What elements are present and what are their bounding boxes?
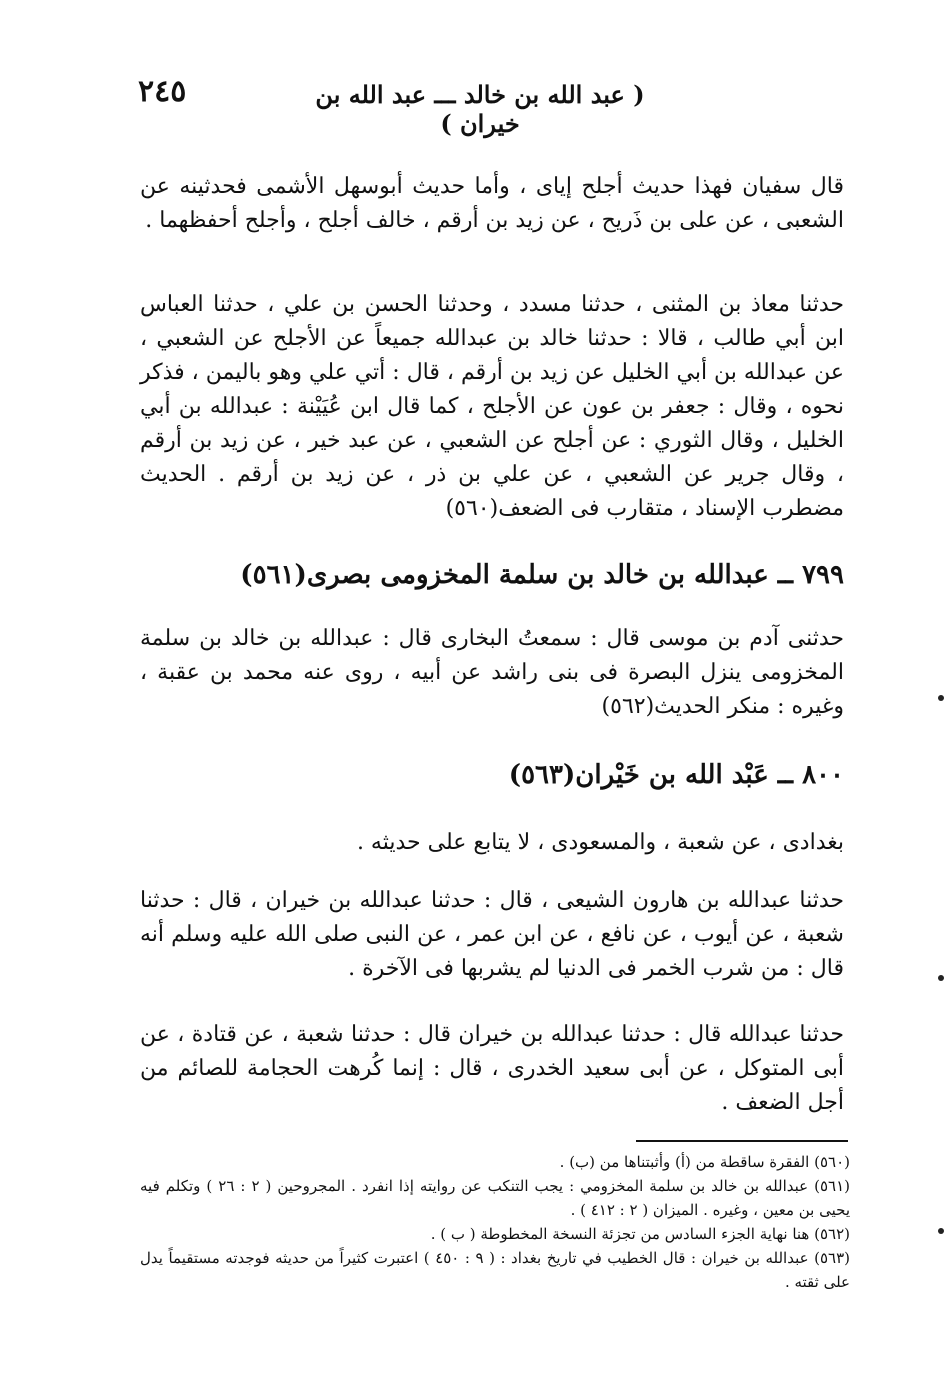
footnote: (٥٦١) عبدالله بن خالد بن سلمة المخزومي : يجب التنكب عن روايته إذا انفرد . المجروحين ( ٢ : ٢٦ ) وتكلم فيه يحيى بن معين ، وغيره . الميزان ( ٢ : ٤١٢ ) . <box>140 1177 851 1219</box>
paragraph: قال سفيان فهذا حديث أجلح إياى ، وأما حديث أبوسهل الأشمى فحدثينه عن الشعبى ، عن على بن ذَريح ، عن زيد بن أرقم ، خالف أجلح ، وأجلح أحفظهما . <box>140 174 844 233</box>
paragraph: حدثنا عبدالله قال : حدثنا عبدالله بن خيران قال : حدثنا شعبة ، عن قتادة ، عن أبى المتوكل ، عن أبى سعيد الخدرى ، قال : إنما كُرهت الحجامة للصائم من أجل الضعف . <box>140 1022 844 1115</box>
footnote: (٥٦٠) الفقرة ساقطة من (أ) وأثبتناها من (ب) . <box>559 1153 850 1171</box>
scan-mark <box>938 695 944 701</box>
scan-mark <box>938 1228 944 1234</box>
paragraph: حدثنا عبدالله بن هارون الشيعى ، قال : حدثنا عبدالله بن خيران ، قال : حدثنا شعبة ، عن أيوب ، عن نافع ، عن ابن عمر ، عن النبى صلى الله عليه وسلم أنه قال : من شرب الخمر فى الدنيا لم يشربها فى الآخرة . <box>140 888 844 981</box>
paragraph: بغدادى ، عن شعبة ، والمسعودى ، لا يتابع على حديثه . <box>356 830 844 855</box>
footnotes <box>140 1150 850 1294</box>
footnote: (٥٦٢) هنا نهاية الجزء السادس من تجزئة النسخة المخطوطة ( ب ) . <box>430 1225 850 1243</box>
footnote: (٥٦٣) عبدالله بن خيران : قال الخطيب في تاريخ بغداد : ( ٩ : ٤٥٠ ) اعتبرت كثيراً من حديثه فوجدته مستقيماً يدل على ثقته . <box>140 1249 850 1291</box>
paragraph: حدثنى آدم بن موسى قال : سمعتُ البخارى قال : عبدالله بن خالد بن سلمة المخزومى ينزل البصرة فى بنى راشد عن أبيه ، روى عنه محمد بن عقبة ، وغيره : منكر الحديث(٥٦٢) <box>140 626 845 719</box>
running-header: ( عبد الله بن خالد ـــ عبد الله بن خيران ) <box>315 80 645 138</box>
footnote-separator <box>636 1140 848 1142</box>
paragraph: حدثنا معاذ بن المثنى ، حدثنا مسدد ، وحدثنا الحسن بن علي ، حدثنا العباس ابن أبي طالب ، قالا : حدثنا خالد بن عبدالله جميعاً عن الأجلح عن الشعبي ، عن عبدالله بن أبي الخليل عن زيد بن أرقم ، قال : أتي علي وهو باليمن ، فذكر نحوه ، وقال : جعفر بن عون عن الأجلح ، كما قال ابن عُيَيْنة : عبدالله بن أبي الخليل ، وقال الثوري : عن أجلح عن الشعبي ، عن عبد خير ، عن زيد بن أرقم ، وقال جرير عن الشعبي ، عن علي بن ذر ، عن زيد بن أرقم . الحديث مضطرب الإسناد ، متقارب فى الضعف(٥٦٠) <box>140 292 844 521</box>
entry-heading-799: ٧٩٩ ــ عبدالله بن خالد بن سلمة المخزومى بصرى(٥٦١) <box>240 560 844 590</box>
scan-mark <box>938 975 944 981</box>
entry-heading-800: ٨٠٠ ــ عَبْد الله بن خَيْران(٥٦٣) <box>508 760 844 790</box>
page-number: ٢٤٥ <box>138 74 187 109</box>
